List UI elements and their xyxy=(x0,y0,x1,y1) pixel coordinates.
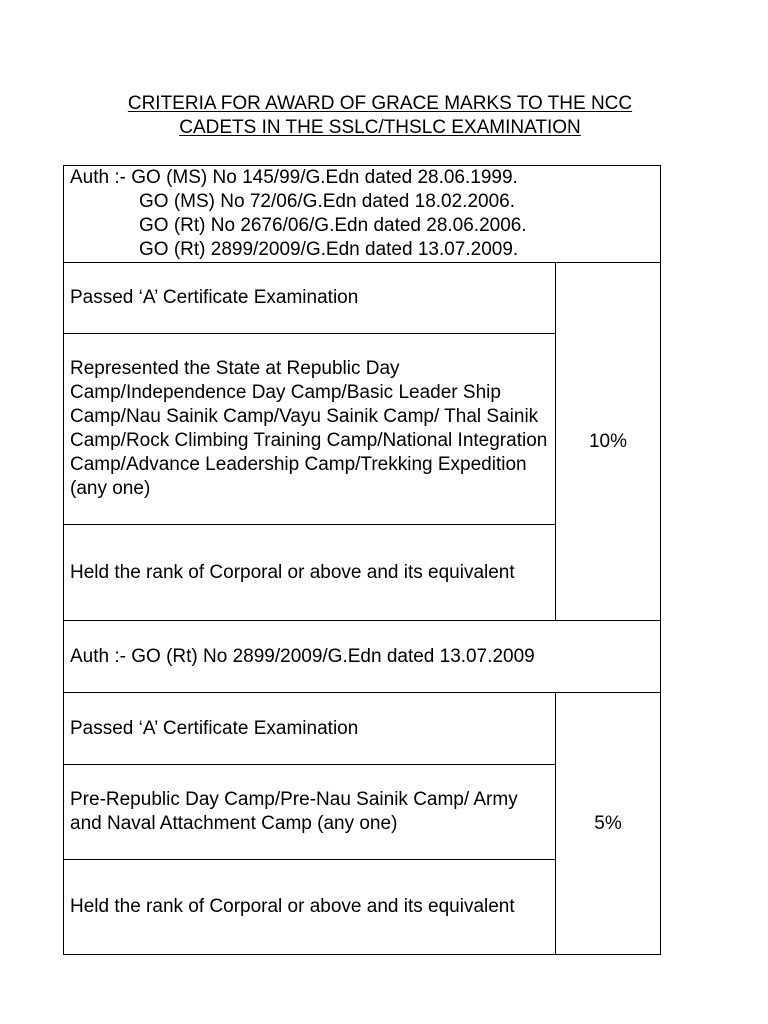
section1-auth-cell xyxy=(64,166,661,263)
grace-marks-table xyxy=(63,165,661,955)
title-line-1: CRITERIA FOR AWARD OF GRACE MARKS TO THE NCC xyxy=(127,93,633,114)
section2-marks-cell xyxy=(556,693,661,955)
section1-criterion-2: Represented the State at Republic Day Camp/Independence Day Camp/Basic Leader Ship Camp/Nau Sainik Camp/Vayu Sainik Camp/ Thal Sainik Camp/Rock Climbing Training Camp/National Integration Camp/Advance Leadership Camp/Trekking Expedition (any one) xyxy=(64,334,556,525)
section1-marks-cell xyxy=(556,263,661,621)
title-line-2: CADETS IN THE SSLC/THSLC EXAMINATION xyxy=(179,117,581,138)
auth-line-2: GO (MS) No 72/06/G.Edn dated 18.02.2006. xyxy=(139,191,516,212)
section2-auth-cell: Auth :- GO (Rt) No 2899/2009/G.Edn dated 13.07.2009 xyxy=(64,621,661,693)
section1-criterion-1: Passed ‘A’ Certificate Examination xyxy=(64,263,556,334)
section2-criterion-row-1 xyxy=(64,693,661,765)
document-title xyxy=(64,92,696,140)
section2-criterion-2: Pre-Republic Day Camp/Pre-Nau Sainik Camp/ Army and Naval Attachment Camp (any one) xyxy=(64,765,556,860)
section1-criterion-row-1 xyxy=(64,263,661,334)
section2-criterion-3: Held the rank of Corporal or above and its equivalent xyxy=(64,860,556,955)
auth-line-3: GO (Rt) No 2676/06/G.Edn dated 28.06.2006. xyxy=(139,215,527,236)
section2-marks-value: 5% xyxy=(594,812,622,834)
section1-marks-value: 10% xyxy=(588,430,628,452)
auth-line-1: Auth :- GO (MS) No 145/99/G.Edn dated 28.06.1999. xyxy=(70,167,518,188)
auth-line-4: GO (Rt) 2899/2009/G.Edn dated 13.07.2009. xyxy=(139,239,519,260)
section1-auth-row xyxy=(64,166,661,263)
section2-auth-row xyxy=(64,621,661,693)
section1-criterion-3: Held the rank of Corporal or above and its equivalent xyxy=(64,525,556,621)
section2-criterion-1: Passed ‘A’ Certificate Examination xyxy=(64,693,556,765)
